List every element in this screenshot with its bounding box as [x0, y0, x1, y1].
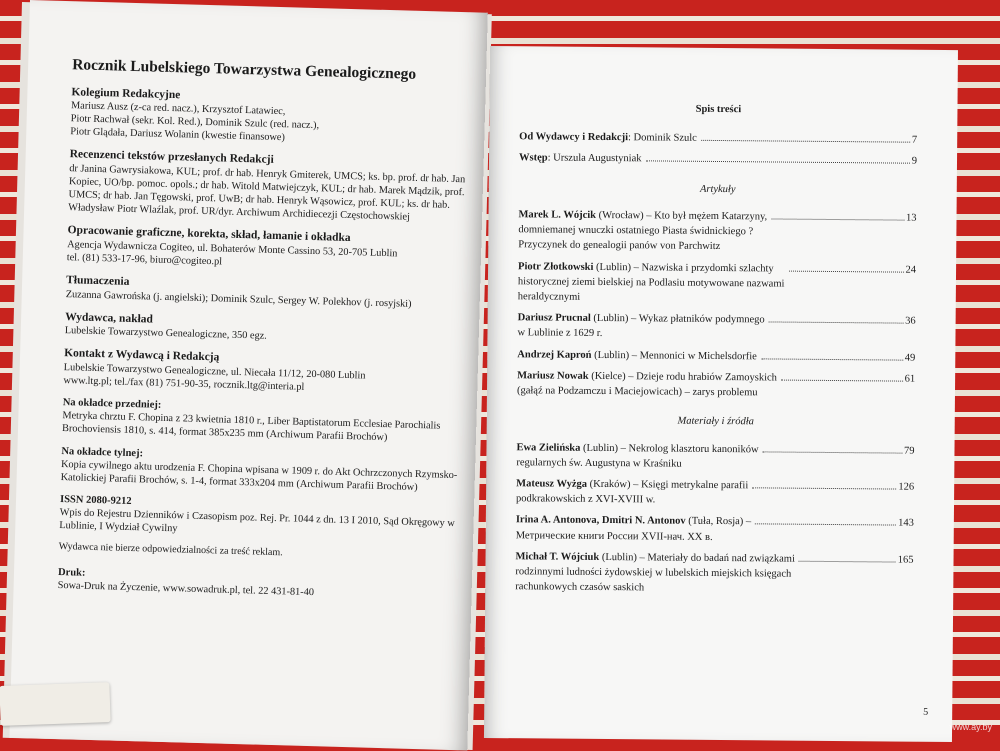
toc-entry-rest: (Lublin) – Wykaz płatników podymnego w Lublinie z 1629 r. — [517, 313, 765, 340]
toc-author: Mariusz Nowak — [517, 370, 589, 382]
toc-author: Ewa Zielińska — [516, 441, 581, 454]
left-page — [9, 0, 487, 751]
toc-entry-bold: Od Wydawcy i Redakcji — [519, 131, 629, 144]
section-heading: Recenzenci tekstów przesłanych Redakcji — [69, 148, 274, 167]
leader-dots — [799, 561, 896, 563]
right-page — [484, 46, 958, 742]
section-body: Wpis do Rejestru Dzienników i Czasopism poz. Rej. Pr. 1044 z dn. 13 I 2010, Sąd Okręgowy w Lublinie, I Wydział Cywilny — [59, 507, 455, 535]
toc-page-number: 7 — [911, 134, 918, 146]
toc-page-number: 126 — [898, 481, 915, 493]
leader-dots — [789, 270, 904, 272]
toc-page-number: 24 — [905, 264, 917, 276]
toc-entry-rest: (Wrocław) – Kto był mężem Katarzyny, domniemanej wnuczki ostatniego Piasta świdnickiego ? Przyczynek do genealogii panów von Parchwitz — [518, 209, 768, 253]
toc-page-number: 61 — [904, 373, 916, 385]
section-body: dr Janina Gawrysiakowa, KUL; prof. dr hab. Henryk Gmiterek, UMCS; ks. bp. prof. dr hab. Jan Kopiec, UO/bp. pomoc. opols.; dr hab. Witold Matwiejczyk, KUL; dr hab. Marek Mądzik, prof. UMCS; dr hab. Jan Tęgowski, prof. UwB; dr hab. Henryk Wąsowicz, prof. KUL; ks. dr hab. Władysław Piotr Wlaźlak, prof. UR/dyr. Archiwum Archidiecezji Częstochowskiej — [68, 163, 466, 223]
toc-entry-text — [516, 476, 748, 508]
toc-entry-text — [519, 151, 642, 167]
colophon-section — [59, 493, 464, 544]
toc-author: Piotr Złotkowski — [518, 260, 594, 273]
toc-entry-rest: : Dominik Szulc — [627, 132, 697, 145]
watermark: www.ay.by — [949, 722, 992, 732]
section-heading: ISSN 2080-9212 — [59, 493, 132, 507]
toc-page-number: 36 — [905, 315, 916, 327]
section-body: Kopia cywilnego aktu urodzenia F. Chopina wpisana w 1909 r. do Akt Ochrzczonych Rzymsko-Katolickiej Parafii Brochów, s. 1-4, format 333x204 mm (Archiwum Parafii Brochów) — [60, 458, 458, 493]
toc-page-number: 13 — [905, 212, 917, 224]
toc-entry-text — [519, 129, 697, 146]
toc-section-title: Materiały i źródła — [677, 415, 754, 428]
leader-dots — [761, 358, 903, 360]
section-body: Lubelskie Towarzystwo Genealogiczne, ul. Niecała 11/12, 20-080 Lublin www.ltg.pl; tel./fax (81) 751-90-35, rocznik.ltg@interia.pl — [63, 362, 366, 393]
toc-author: Mateusz Wyżga — [516, 478, 588, 490]
toc-author: Marek L. Wójcik — [518, 209, 597, 221]
section-heading: Kontakt z Wydawcą i Redakcją — [63, 347, 220, 364]
toc-author: Irina A. Antonova, Dmitri N. Antonov — [515, 514, 686, 528]
leader-dots — [781, 379, 903, 381]
bookmark-tab — [0, 682, 111, 726]
toc-entry — [516, 476, 914, 510]
toc-entry-rest: (Kraków) – Księgi metrykalne parafii podkrakowskich z XVI-XVIII w. — [516, 478, 749, 506]
toc-entry — [516, 513, 914, 547]
toc-entry-text — [517, 310, 764, 343]
toc-entry-bold: Wstęp — [518, 152, 548, 164]
toc-entry — [517, 310, 915, 344]
editorial-colophon — [57, 55, 476, 613]
colophon-section — [62, 396, 467, 447]
toc-entry-text — [516, 513, 752, 545]
colophon-section — [57, 566, 462, 604]
section-body: Zuzanna Gawrońska (j. angielski); Dominik Szulc, Sergey W. Polekhov (j. rosyjski) — [65, 288, 412, 310]
toc-entry-rest: (Kielce) – Dzieje rodu hrabiów Zamoyskich (gałąź na Podzamczu i Maciejowicach) – zarys problemu — [516, 370, 777, 399]
toc-author: Michał T. Wójciuk — [515, 551, 600, 563]
leader-dots — [755, 524, 896, 526]
disclaimer: Wydawca nie bierze odpowiedzialności za treść reklam. — [58, 541, 283, 559]
leader-dots — [763, 451, 902, 453]
toc-entry-rest: (Lublin) – Materiały do badań nad związkami rodzinnymi ludności żydowskiej w lubelskich miejskich księgach rachunkowych czasów saskich — [515, 551, 795, 594]
leader-dots — [771, 218, 904, 220]
section-heading: Wydawca, nakład — [65, 310, 154, 326]
section-body: Agencja Wydawnicza Cogiteo, ul. Bohaterów Monte Cassino 53, 20-705 Lublin tel. (81) 533-17-96, biuro@cogiteo.pl — [66, 239, 398, 268]
leader-dots — [769, 322, 903, 324]
toc-section-title: Artykuły — [699, 183, 736, 195]
toc-page-number: 9 — [911, 156, 918, 168]
toc-entry-rest: (Tuła, Rosja) – Метрические книги России XVII-нач. XX в. — [515, 516, 752, 543]
toc-entry-text — [518, 259, 785, 307]
leader-dots — [645, 161, 909, 164]
section-body: Metryka chrztu F. Chopina z 23 kwietnia 1810 r., Liber Baptistatorum Ecclesiae Parochialis Brochoviensis 1810, s. 414, format 385x235 mm (Archiwum Parafii Brochów) — [61, 410, 441, 444]
toc-entry-text — [515, 549, 795, 597]
toc-entry-text — [517, 347, 757, 364]
section-heading: Na okładce tylnej: — [61, 445, 144, 459]
colophon-section — [66, 273, 471, 312]
colophon-section — [60, 445, 465, 496]
toc-entry-rest: (Lublin) – Mennonici w Michelsdorfie — [591, 349, 757, 362]
section-heading: Opracowanie graficzne, korekta, skład, łamanie i okładka — [67, 224, 351, 245]
colophon-section — [63, 346, 468, 398]
toc-entry-rest: : Urszula Augustyniak — [547, 152, 642, 165]
toc-entry — [516, 440, 914, 474]
toc-entry — [518, 259, 916, 308]
toc-entry-text — [517, 368, 777, 401]
section-heading: Druk: — [57, 567, 86, 579]
toc-entry — [519, 129, 917, 148]
toc-entry — [517, 347, 915, 366]
toc-entry — [518, 207, 916, 256]
section-heading: Tłumaczenia — [66, 274, 130, 288]
section-heading: Kolegium Redakcyjne — [71, 85, 181, 101]
toc-entry-text — [518, 207, 767, 255]
leader-dots — [701, 140, 910, 143]
colophon-section — [70, 85, 475, 150]
leader-dots — [752, 487, 896, 489]
section-body: Sowa-Druk na Życzenie, www.sowadruk.pl, tel. 22 431-81-40 — [57, 580, 315, 599]
section-body: Mariusz Ausz (z-ca red. nacz.), Krzysztof Latawiec, Piotr Rachwał (sekr. Kol. Red.), Dominik Szulc (red. nacz.), Piotr Glądała, Dariusz Wolanin (kwestie finansowe) — [70, 100, 320, 144]
page-number: 5 — [923, 706, 929, 718]
toc-entry-rest: (Lublin) – Nazwiska i przydomki szlachty historycznej ziemi bielskiej na Podlasiu motywowane nazwami heraldycznymi — [517, 261, 785, 303]
section-heading: Na okładce przedniej: — [62, 397, 162, 411]
toc-page-number: 165 — [897, 554, 914, 566]
toc-entry — [519, 151, 917, 170]
toc-entry-rest: (Lublin) – Nekrolog klasztoru kanoników regularnych św. Augustyna w Kraśniku — [516, 442, 759, 470]
toc-author: Dariusz Prucnal — [517, 312, 591, 325]
toc-heading: Spis treści — [695, 103, 742, 116]
toc-page-number: 49 — [904, 352, 916, 364]
toc-page-number: 79 — [903, 445, 915, 457]
toc-entry — [517, 368, 915, 402]
toc-page-number: 143 — [898, 517, 914, 530]
toc-author: Andrzej Kaproń — [517, 348, 592, 361]
colophon-section — [67, 223, 472, 275]
toc-entry — [515, 549, 913, 598]
colophon-section — [65, 310, 470, 349]
section-body: Lubelskie Towarzystwo Genealogiczne, 350 egz. — [64, 325, 267, 343]
colophon-section — [68, 148, 474, 226]
journal-title: Rocznik Lubelskiego Towarzystwa Genealogicznego — [71, 56, 417, 83]
table-of-contents — [515, 100, 917, 604]
toc-entry-text — [516, 440, 758, 473]
